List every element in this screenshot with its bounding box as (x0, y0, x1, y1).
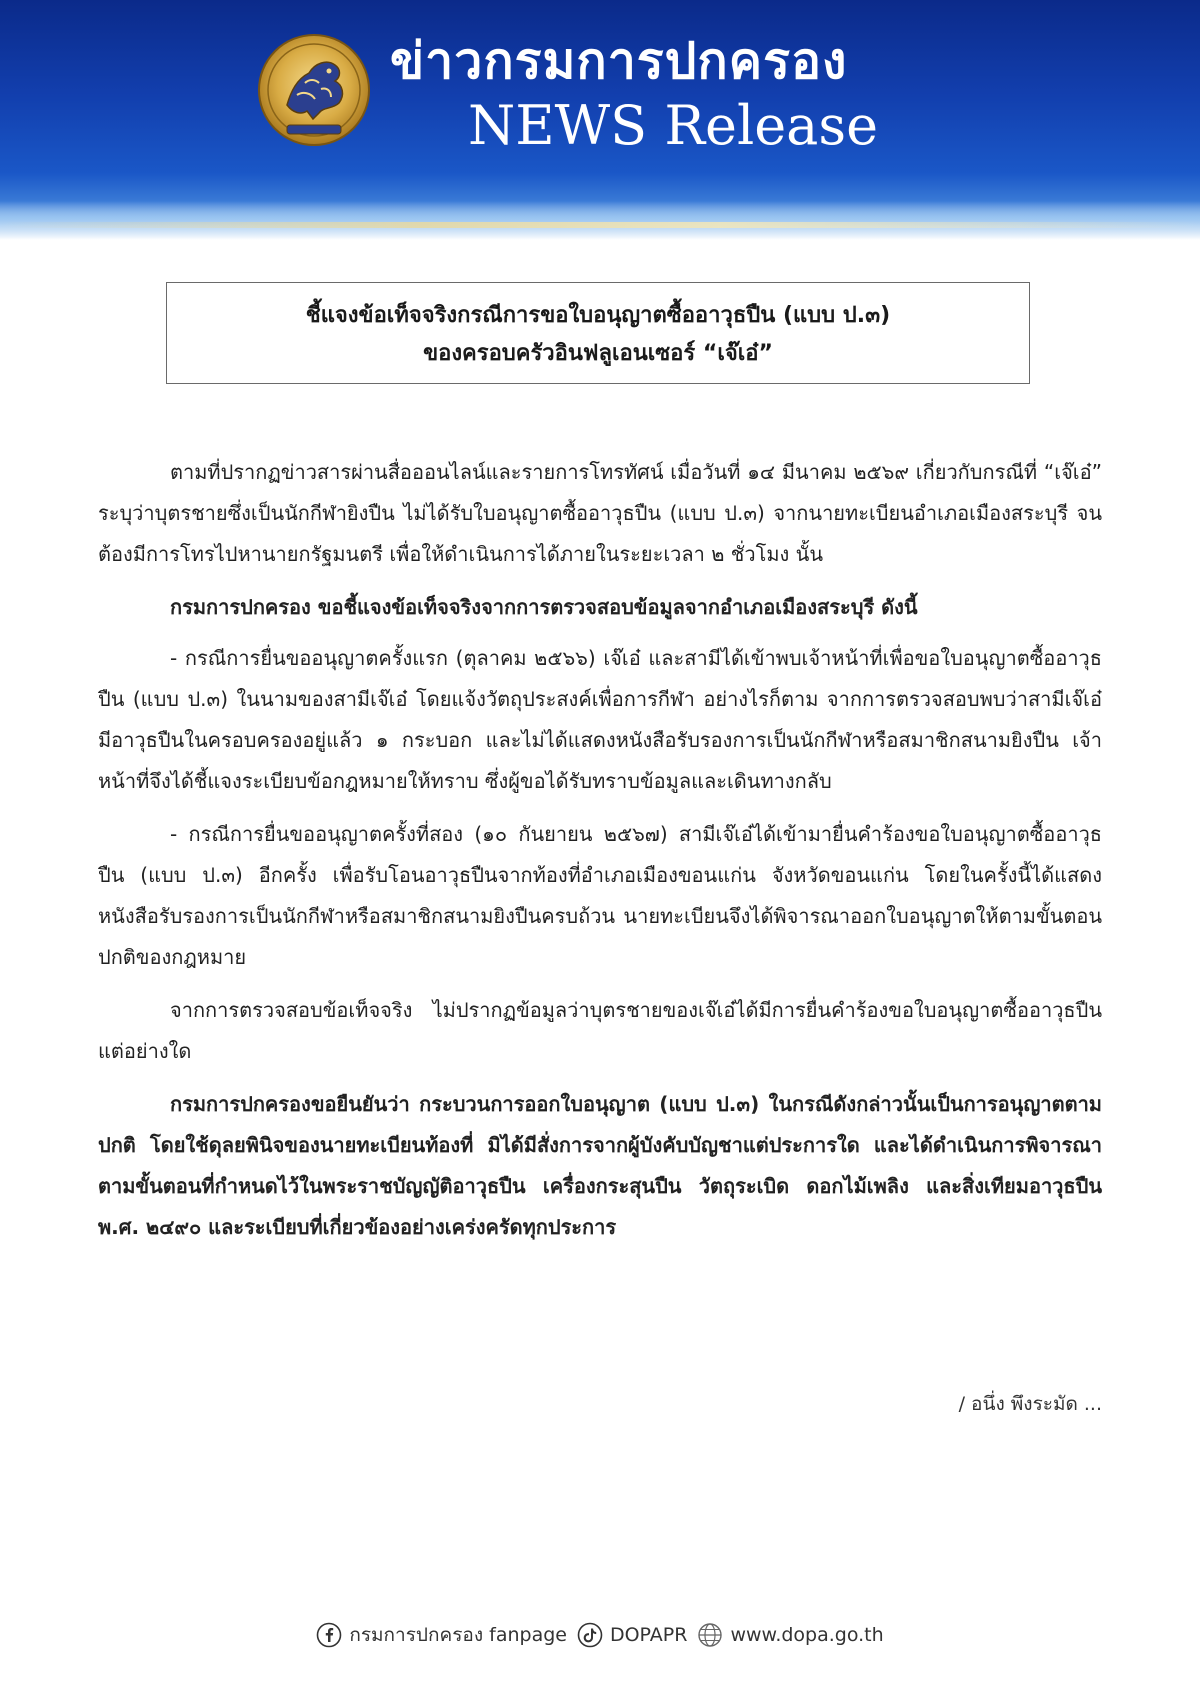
department-seal-icon (257, 33, 371, 147)
announcement-title-box (166, 282, 1030, 384)
announcement-title-line-1: ชี้แจงข้อเท็จจริงกรณีการขอใบอนุญาตซื้ออาวุธปืน (แบบ ป.๓) (305, 303, 891, 328)
banner-gold-stripe (0, 222, 1200, 228)
banner-title-thai: ข่าวกรมการปกครอง (390, 32, 848, 90)
announcement-title-line-2: ของครอบครัวอินฟลูเอนเซอร์ “เจ๊เอ๋” (423, 341, 773, 366)
footer-contacts (0, 1615, 1200, 1655)
body-section-heading: กรมการปกครอง ขอชี้แจงข้อเท็จจริงจากการตรวจสอบข้อมูลจากอำเภอเมืองสระบุรี ดังนี้ (170, 595, 918, 619)
footer-website-link[interactable] (697, 1622, 883, 1648)
footer-tiktok-label: DOPAPR (609, 1624, 688, 1646)
announcement-body (98, 452, 1102, 1260)
continued-marker: / อนึ่ง พึงระมัด ... (958, 1393, 1102, 1415)
header-banner (0, 0, 1200, 240)
footer-website-label: www.dopa.go.th (730, 1624, 884, 1646)
footer-facebook-label: กรมการปกครอง fanpage (349, 1624, 567, 1646)
banner-glow (0, 200, 1200, 240)
body-paragraph-second-request: - กรณีการยื่นขออนุญาตครั้งที่สอง (๑๐ กันยายน ๒๕๖๗) สามีเจ๊เอ๋ได้เข้ามายื่นคำร้องขอใบอนุญาตซื้ออาวุธปืน (แบบ ป.๓) อีกครั้ง เพื่อรับโอนอาวุธปืนจากท้องที่อำเภอเมืองขอนแก่น จังหวัดขอนแก่น โดยในครั้งนี้ได้แสดงหนังสือรับรองการเป็นนักกีฬาหรือสมาชิกสนามยิงปืนครบถ้วน นายทะเบียนจึงได้พิจารณาออกใบอนุญาตให้ตามขั้นตอนปกติของกฎหมาย (98, 822, 1102, 969)
body-paragraph-finding: จากการตรวจสอบข้อเท็จจริง ไม่ปรากฏข้อมูลว่าบุตรชายของเจ๊เอ๋ได้มีการยื่นคำร้องขอใบอนุญาตซื้ออาวุธปืนแต่อย่างใด (98, 998, 1102, 1063)
facebook-icon (316, 1622, 342, 1648)
body-paragraph-first-request: - กรณีการยื่นขออนุญาตครั้งแรก (ตุลาคม ๒๕๖๖) เจ๊เอ๋ และสามีได้เข้าพบเจ้าหน้าที่เพื่อขอใบอนุญาตซื้ออาวุธปืน (แบบ ป.๓) ในนามของสามีเจ๊เอ๋ โดยแจ้งวัตถุประสงค์เพื่อการกีฬา อย่างไรก็ตาม จากการตรวจสอบพบว่าสามีเจ๊เอ๋มีอาวุธปืนในครอบครองอยู่แล้ว ๑ กระบอก และไม่ได้แสดงหนังสือรับรองการเป็นนักกีฬาหรือสมาชิกสนามยิงปืน เจ้าหน้าที่จึงได้ชี้แจงระเบียบข้อกฎหมายให้ทราบ ซึ่งผู้ขอได้รับทราบข้อมูลและเดินทางกลับ (98, 646, 1102, 793)
footer-tiktok-link[interactable] (577, 1622, 687, 1648)
body-paragraph-intro: ตามที่ปรากฏข่าวสารผ่านสื่อออนไลน์และรายการโทรทัศน์ เมื่อวันที่ ๑๔ มีนาคม ๒๕๖๙ เกี่ยวกับกรณีที่ “เจ๊เอ๋” ระบุว่าบุตรชายซึ่งเป็นนักกีฬายิงปืน ไม่ได้รับใบอนุญาตซื้ออาวุธปืน (แบบ ป.๓) จากนายทะเบียนอำเภอเมืองสระบุรี จนต้องมีการโทรไปหานายกรัฐมนตรี เพื่อให้ดำเนินการได้ภายในระยะเวลา ๒ ชั่วโมง นั้น (98, 460, 1102, 566)
tiktok-icon (577, 1622, 603, 1648)
banner-title-english: NEWS Release (468, 94, 879, 157)
globe-icon (697, 1622, 723, 1648)
footer-facebook-link[interactable] (316, 1620, 567, 1650)
body-paragraph-confirmation: กรมการปกครองขอยืนยันว่า กระบวนการออกใบอนุญาต (แบบ ป.๓) ในกรณีดังกล่าวนั้นเป็นการอนุญาตตามปกติ โดยใช้ดุลยพินิจของนายทะเบียนท้องที่ มิได้มีสั่งการจากผู้บังคับบัญชาแต่ประการใด และได้ดำเนินการพิจารณาตามขั้นตอนที่กำหนดไว้ในพระราชบัญญัติอาวุธปืน เครื่องกระสุนปืน วัตถุระเบิด ดอกไม้เพลิง และสิ่งเทียมอาวุธปืน พ.ศ. ๒๔๙๐ และระเบียบที่เกี่ยวข้องอย่างเคร่งครัดทุกประการ (98, 1092, 1102, 1239)
